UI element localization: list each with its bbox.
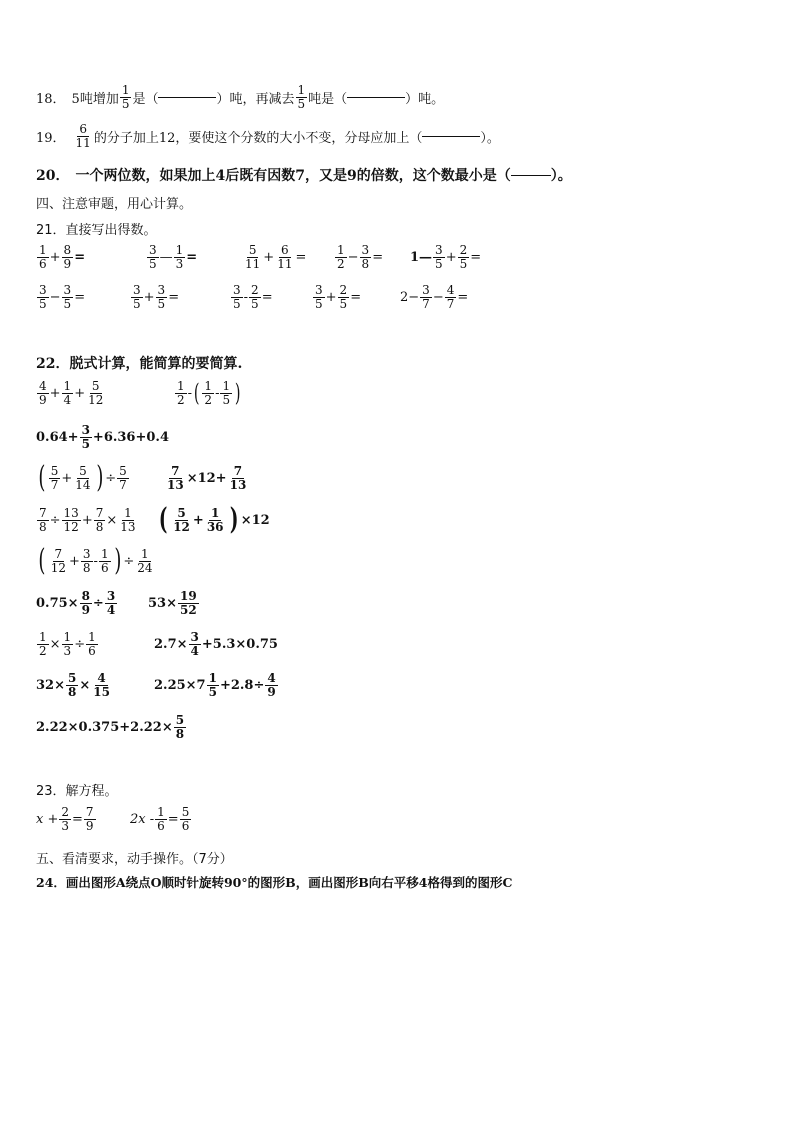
expression: $\frac{3}{5}$ — $\frac{1}{3}$ =	[149, 243, 198, 271]
expression: 1— $\frac{3}{5}$ + $\frac{2}{5}$ =	[410, 243, 482, 271]
question-number: 19．	[36, 130, 66, 146]
fraction: $\frac{1}{5}$	[121, 83, 130, 111]
expression: ( $\frac{5}{7}$ + $\frac{5}{14}$ ) ÷ $\frac{5}{7}$	[38, 460, 127, 495]
text: 吨是（	[308, 91, 348, 107]
q22-row-8	[36, 672, 279, 698]
q23-equations	[36, 806, 192, 832]
question-18	[36, 84, 444, 110]
equation: 2x - $\frac{1}{6}$ = $\frac{5}{6}$	[130, 805, 190, 833]
expression: 53× $\frac{19}{52}$	[148, 589, 197, 617]
expression: $\frac{3}{5}$ + $\frac{2}{5}$ =	[315, 283, 362, 311]
answer-blank[interactable]	[347, 97, 405, 98]
text: ）。	[480, 130, 500, 146]
text: 是（	[132, 91, 159, 107]
expression: 32× $\frac{5}{8}$ × $\frac{4}{15}$	[36, 671, 110, 699]
expression: $\frac{3}{5}$ + $\frac{3}{5}$ =	[133, 283, 180, 311]
fraction: $\frac{1}{5}$	[297, 83, 306, 111]
question-24: 24．画出图形A绕点O顺时针旋转90°的图形B，画出图形B向右平移4格得到的图形C	[36, 875, 513, 890]
expression: 2.7× $\frac{3}{4}$ +5.3×0.75	[154, 630, 278, 658]
expression: $\frac{7}{13}$ ×12+ $\frac{7}{13}$	[167, 463, 247, 492]
q22-row-9: 2.22×0.375+2.22× $\frac{5}{8}$	[36, 713, 185, 741]
fraction: $\frac{6}{11}$	[75, 122, 91, 150]
section-heading: 五、看清要求，动手操作。（7分）	[36, 852, 233, 867]
expression: 2.25×7 $\frac{1}{5}$ +2.8÷ $\frac{4}{9}$	[154, 671, 276, 699]
expression: ( $\frac{5}{12}$ + $\frac{1}{36}$ ) ×12	[158, 502, 270, 537]
expression: ( $\frac{7}{12}$ + $\frac{3}{8}$ - $\frac{1}{6}$ ) ÷ $\frac{1}{24}$	[38, 543, 153, 578]
question-number: 18．	[36, 91, 66, 107]
expression: $\frac{1}{6}$ + $\frac{8}{9}$ =	[39, 243, 86, 271]
question-21-title: 21．直接写出得数。	[36, 223, 157, 238]
question-number: 20．	[36, 168, 70, 184]
question-22-title: 22．脱式计算，能简算的要简算.	[36, 356, 243, 372]
q22-row-3	[36, 460, 249, 495]
q22-row-4	[36, 502, 270, 537]
q22-row-6	[36, 590, 200, 616]
answer-blank[interactable]	[158, 97, 216, 98]
text: 5吨增加	[71, 91, 119, 107]
text: 一个两位数，如果加上4后既有因数7，又是9的倍数，这个数最小是（	[75, 168, 511, 184]
q22-row-2: 0.64+ $\frac{3}{5}$ +6.36+0.4	[36, 423, 169, 451]
equation: x + $\frac{2}{3}$ = $\frac{7}{9}$	[36, 805, 94, 833]
expression: $\frac{1}{2}$ × $\frac{1}{3}$ ÷ $\frac{1}{6}$	[39, 630, 96, 658]
text: ）。	[550, 168, 572, 184]
expression: $\frac{3}{5}$ − $\frac{3}{5}$ =	[39, 283, 86, 311]
answer-blank[interactable]	[511, 175, 551, 176]
answer-blank[interactable]	[422, 136, 480, 137]
expression: $\frac{5}{11}$ + $\frac{6}{11}$ =	[245, 243, 307, 271]
question-23-title: 23．解方程。	[36, 784, 118, 799]
text: ）吨，再减去	[216, 91, 295, 107]
q21-row-1	[36, 244, 481, 270]
text: ）吨。	[405, 91, 445, 107]
expression: $\frac{1}{2}$ - ( $\frac{1}{2}$ - $\frac{1}{5}$ )	[177, 379, 241, 408]
expression: $\frac{7}{8}$ ÷ $\frac{13}{12}$ + $\frac{7}{8}$ × $\frac{1}{13}$	[39, 505, 136, 534]
expression: $\frac{4}{9}$ + $\frac{1}{4}$ + $\frac{5}{12}$	[39, 379, 104, 407]
q22-row-7	[36, 631, 278, 657]
q22-row-1	[36, 380, 242, 406]
section-heading: 四、注意审题，用心计算。	[36, 197, 193, 212]
question-19	[36, 123, 500, 149]
expression: 2− $\frac{3}{7}$ − $\frac{4}{7}$ =	[400, 283, 469, 311]
q21-row-2	[36, 284, 468, 310]
expression: $\frac{3}{5}$ - $\frac{2}{5}$ =	[233, 283, 273, 311]
q22-row-5	[36, 543, 156, 578]
text: 的分子加上12，要使这个分数的大小不变，分母应加上（	[93, 130, 423, 146]
question-20	[36, 165, 572, 185]
expression: 0.75× $\frac{8}{9}$ ÷ $\frac{3}{4}$	[36, 589, 116, 617]
expression: $\frac{1}{2}$ − $\frac{3}{8}$ =	[337, 243, 384, 271]
